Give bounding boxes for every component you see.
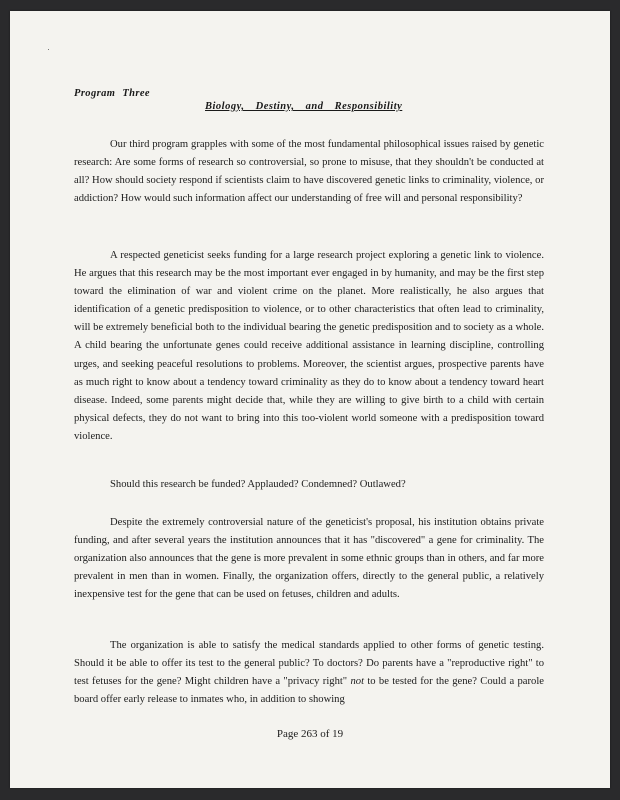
paragraph-geneticist: A respected geneticist seeks funding for a large research project exploring a genetic link to violence. He argues that this research may be the most important ever engaged in by humanity, and may be the first step toward the elimination of war and violent crime on the planet. More realistically, he also argues that identification of a genetic predisposition to violence, or to other characteristics that often lead to criminality, will be extremely beneficial both to the individual bearing the genetic predisposition and to society as a whole. A child bearing the unfortunate genes could receive additional assistance in learning discipline, controlling urges, and seeking peaceful resolutions to problems. Moreover, the scientist argues, prospective parents have as much right to know about a tendency toward criminality as they do to know about a tendency toward heart disease. Indeed, some parents might decide that, while they are willing to give birth to a child with certain physical defects, they do not want to bring into this too-violent world someone with a predisposition toward violence. bbox=[74, 250, 544, 442]
paragraph-testing-emphasis: not bbox=[350, 676, 365, 688]
paragraph-intro: Our third program grapples with some of the most fundamental philosophical issues raised by genetic research: Are some forms of research so controversial, so prone to misuse, that they shouldn't be conducted at all? How should society respond if scientists claim to have discovered genetic links to criminality, violence, or addiction? How would such information affect our understanding of free will and personal responsibility? bbox=[74, 139, 544, 205]
program-label: Program Three bbox=[74, 88, 150, 99]
paragraph-testing bbox=[74, 637, 544, 709]
page-number: Page 263 of 19 bbox=[276, 728, 344, 740]
paragraph-testing-part2: to be tested for the gene? Could a parole board offer early release to inmates who, in addition to showing bbox=[74, 676, 544, 706]
page-title: Biology, Destiny, and Responsibility bbox=[205, 101, 403, 112]
paragraph-questions: Should this research be funded? Applauded? Condemned? Outlawed? bbox=[110, 479, 406, 490]
scan-speck bbox=[48, 49, 49, 50]
paragraph-testing-part1: The organization is able to satisfy the medical standards applied to other forms of genetic testing. Should it be able to offer its test to the general public? To doctors? Do parents have a "reproductive right" to test fetuses for the gene? Might children have a "privacy right" bbox=[74, 640, 544, 688]
document-page bbox=[10, 11, 610, 788]
paragraph-discovery: Despite the extremely controversial nature of the geneticist's proposal, his institution obtains private funding, and after several years the institution announces that it has "discovered" a gene for criminality. The organization also announces that the gene is more prevalent in some ethnic groups than in others, and far more prevalent in men than in women. Finally, the organization offers, directly to the general public, a relatively inexpensive test for the gene that can be used on fetuses, children and adults. bbox=[74, 517, 544, 601]
